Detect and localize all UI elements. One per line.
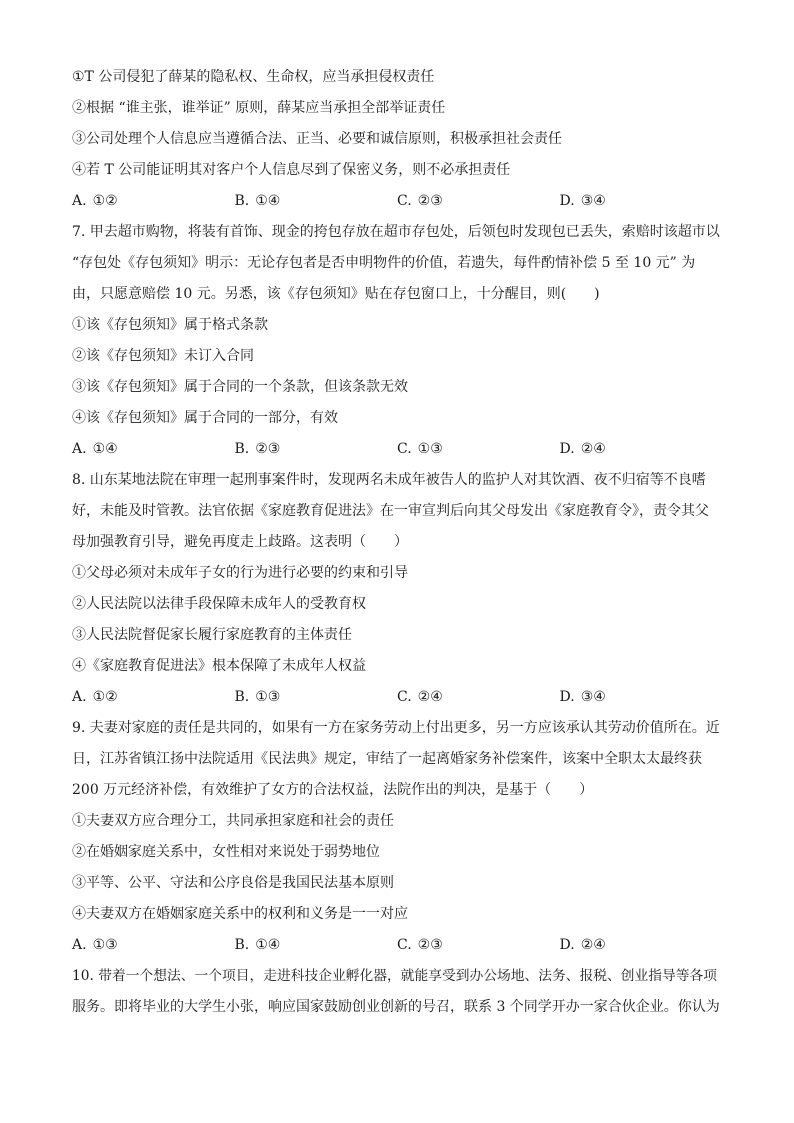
statement-2: ②在婚姻家庭关系中，女性相对来说处于弱势地位 — [72, 844, 380, 860]
question-6-continued — [72, 62, 722, 217]
answer-options — [72, 186, 722, 217]
question-7 — [72, 217, 722, 465]
option-b[interactable]: B. ①④ — [234, 937, 281, 953]
answer-options — [72, 930, 722, 961]
exam-page — [72, 62, 722, 1023]
option-b[interactable]: B. ①③ — [234, 689, 281, 705]
option-a[interactable]: A. ①④ — [72, 441, 118, 457]
option-c[interactable]: C. ②③ — [397, 937, 443, 953]
statement-4: ④《家庭教育促进法》根本保障了未成年人权益 — [72, 658, 366, 674]
option-a[interactable]: A. ①② — [72, 193, 118, 209]
question-stem-line: 200 万元经济补偿，有效维护了女方的合法权益，法院作出的判决，是基于（ ） — [72, 782, 594, 798]
question-stem-line: 服务。即将毕业的大学生小张，响应国家鼓励创业创新的号召，联系 3 个同学开办一家合伙企业。你认为 — [72, 999, 720, 1015]
question-stem-line: 7. 甲去超市购物，将装有首饰、现金的挎包存放在超市存包处，后领包时发现包已丢失，索赔时该超市以 — [72, 224, 720, 240]
statement-3: ③人民法院督促家长履行家庭教育的主体责任 — [72, 627, 352, 643]
option-a[interactable]: A. ①② — [72, 689, 118, 705]
question-8 — [72, 465, 722, 713]
question-stem-line: 日，江苏省镇江扬中法院适用《民法典》规定，审结了一起离婚家务补偿案件，该案中全职太太最终获 — [72, 751, 702, 767]
answer-options — [72, 434, 722, 465]
question-stem-line: 9. 夫妻对家庭的责任是共同的，如果有一方在家务劳动上付出更多，另一方应该承认其劳动价值所在。近 — [72, 720, 720, 736]
statement-2: ②人民法院以法律手段保障未成年人的受教育权 — [72, 596, 366, 612]
question-stem-line: 10. 带着一个想法、一个项目，走进科技企业孵化器，就能享受到办公场地、法务、报税、创业指导等各项 — [72, 968, 717, 984]
question-10 — [72, 961, 722, 1023]
answer-options — [72, 682, 722, 713]
question-stem-line: 好，未能及时管教。法官依据《家庭教育促进法》在一审宣判后向其父母发出《家庭教育令》，责令其父 — [72, 503, 709, 519]
statement-4: ④若 T 公司能证明其对客户个人信息尽到了保密义务，则不必承担责任 — [72, 162, 511, 178]
option-b[interactable]: B. ①④ — [234, 193, 281, 209]
option-c[interactable]: C. ②③ — [397, 193, 443, 209]
option-b[interactable]: B. ②③ — [234, 441, 281, 457]
statement-3: ③公司处理个人信息应当遵循合法、正当、必要和诚信原则，积极承担社会责任 — [72, 131, 562, 147]
question-stem-line: 母加强教育引导，避免再度走上歧路。这表明（ ） — [72, 534, 408, 550]
statement-1: ①夫妻双方应合理分工，共同承担家庭和社会的责任 — [72, 813, 394, 829]
option-d[interactable]: D. ②④ — [559, 937, 606, 953]
option-c[interactable]: C. ②④ — [397, 689, 443, 705]
question-stem-line: 由，只愿意赔偿 10 元。另悉，该《存包须知》贴在存包窗口上，十分醒目，则( ) — [72, 286, 600, 302]
question-stem-line: 8. 山东某地法院在审理一起刑事案件时，发现两名未成年被告人的监护人对其饮酒、夜不归宿等不良嗜 — [72, 472, 706, 488]
statement-2: ②该《存包须知》未订入合同 — [72, 348, 254, 364]
option-d[interactable]: D. ③④ — [559, 689, 606, 705]
option-c[interactable]: C. ①③ — [397, 441, 443, 457]
option-d[interactable]: D. ③④ — [559, 193, 606, 209]
question-9 — [72, 713, 722, 961]
question-stem-line: “存包处《存包须知》明示：无论存包者是否申明物件的价值，若遗失，每件酌情补偿 5 至 10 元” 为 — [72, 255, 696, 271]
statement-1: ①该《存包须知》属于格式条款 — [72, 317, 268, 333]
statement-3: ③平等、公平、守法和公序良俗是我国民法基本原则 — [72, 875, 394, 891]
option-d[interactable]: D. ②④ — [559, 441, 606, 457]
statement-4: ④夫妻双方在婚姻家庭关系中的权利和义务是一一对应 — [72, 906, 408, 922]
statement-3: ③该《存包须知》属于合同的一个条款，但该条款无效 — [72, 379, 408, 395]
statement-4: ④该《存包须知》属于合同的一部分，有效 — [72, 410, 338, 426]
option-a[interactable]: A. ①③ — [72, 937, 118, 953]
statement-2: ②根据 “谁主张，谁举证” 原则，薛某应当承担全部举证责任 — [72, 100, 446, 116]
statement-1: ①父母必须对未成年子女的行为进行必要的约束和引导 — [72, 565, 408, 581]
statement-1: ①T 公司侵犯了薛某的隐私权、生命权，应当承担侵权责任 — [72, 69, 435, 85]
